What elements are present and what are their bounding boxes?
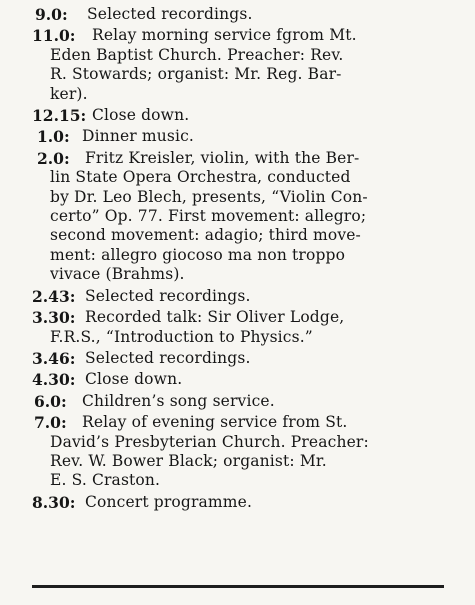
radio-schedule xyxy=(0,5,475,514)
schedule-time: 6.0: xyxy=(34,391,67,411)
schedule-time: 3.30: xyxy=(32,308,76,328)
schedule-text: Children’s song service. xyxy=(82,391,275,410)
schedule-time: 11.0: xyxy=(32,26,76,46)
schedule-text: David’s Presbyterian Church. Preacher: xyxy=(50,432,369,451)
schedule-text: R. Stowards; organist: Mr. Reg. Bar- xyxy=(50,65,342,84)
schedule-entry xyxy=(0,149,475,285)
schedule-entry xyxy=(0,127,475,146)
schedule-time: 1.0: xyxy=(37,127,70,147)
schedule-text: Recorded talk: Sir Oliver Lodge, xyxy=(85,308,345,327)
schedule-time: 7.0: xyxy=(34,413,67,433)
schedule-text: Relay morning service fgrom Mt. xyxy=(92,26,357,45)
schedule-text: Close down. xyxy=(85,370,183,389)
schedule-text: Selected recordings. xyxy=(85,286,251,305)
schedule-text: F.R.S., “Introduction to Physics.” xyxy=(50,327,313,346)
schedule-time: 2.43: xyxy=(32,286,76,306)
schedule-text: vivace (Brahms). xyxy=(50,265,185,284)
schedule-text: Concert programme. xyxy=(85,492,253,511)
schedule-entry xyxy=(0,5,475,24)
schedule-text: Eden Baptist Church. Preacher: Rev. xyxy=(50,45,344,64)
schedule-text: lin State Opera Orchestra, conducted xyxy=(50,168,351,187)
schedule-text: ker). xyxy=(50,84,88,103)
schedule-text: Relay of evening service from St. xyxy=(82,413,348,432)
schedule-text: certo” Op. 77. First movement: allegro; xyxy=(50,207,367,226)
schedule-text: Close down. xyxy=(92,106,190,125)
schedule-text: ment: allegro giocoso ma non troppo xyxy=(50,245,346,264)
schedule-entry xyxy=(0,413,475,491)
schedule-text: Selected recordings. xyxy=(87,5,253,23)
schedule-entry xyxy=(0,106,475,125)
schedule-text: Selected recordings. xyxy=(85,348,251,367)
schedule-text: Rev. W. Bower Black; organist: Mr. xyxy=(50,451,327,470)
schedule-text: Fritz Kreisler, violin, with the Ber- xyxy=(85,148,360,167)
schedule-time: 12.15: xyxy=(32,106,87,126)
schedule-entry xyxy=(0,392,475,411)
schedule-time: 2.0: xyxy=(37,148,70,168)
schedule-text: E. S. Craston. xyxy=(50,471,161,490)
schedule-entry xyxy=(0,308,475,347)
schedule-entry xyxy=(0,26,475,104)
schedule-entry xyxy=(0,493,475,512)
schedule-entry xyxy=(0,370,475,389)
schedule-time: 4.30: xyxy=(32,370,76,390)
schedule-time: 3.46: xyxy=(32,348,76,368)
column-divider-rule xyxy=(32,585,444,588)
schedule-time: 9.0: xyxy=(35,5,68,24)
schedule-entry xyxy=(0,349,475,368)
schedule-text: second movement: adagio; third move- xyxy=(50,226,361,245)
schedule-entry xyxy=(0,287,475,306)
schedule-text: by Dr. Leo Blech, presents, “Violin Con- xyxy=(50,187,368,206)
schedule-text: Dinner music. xyxy=(82,127,195,146)
schedule-time: 8.30: xyxy=(32,492,76,512)
